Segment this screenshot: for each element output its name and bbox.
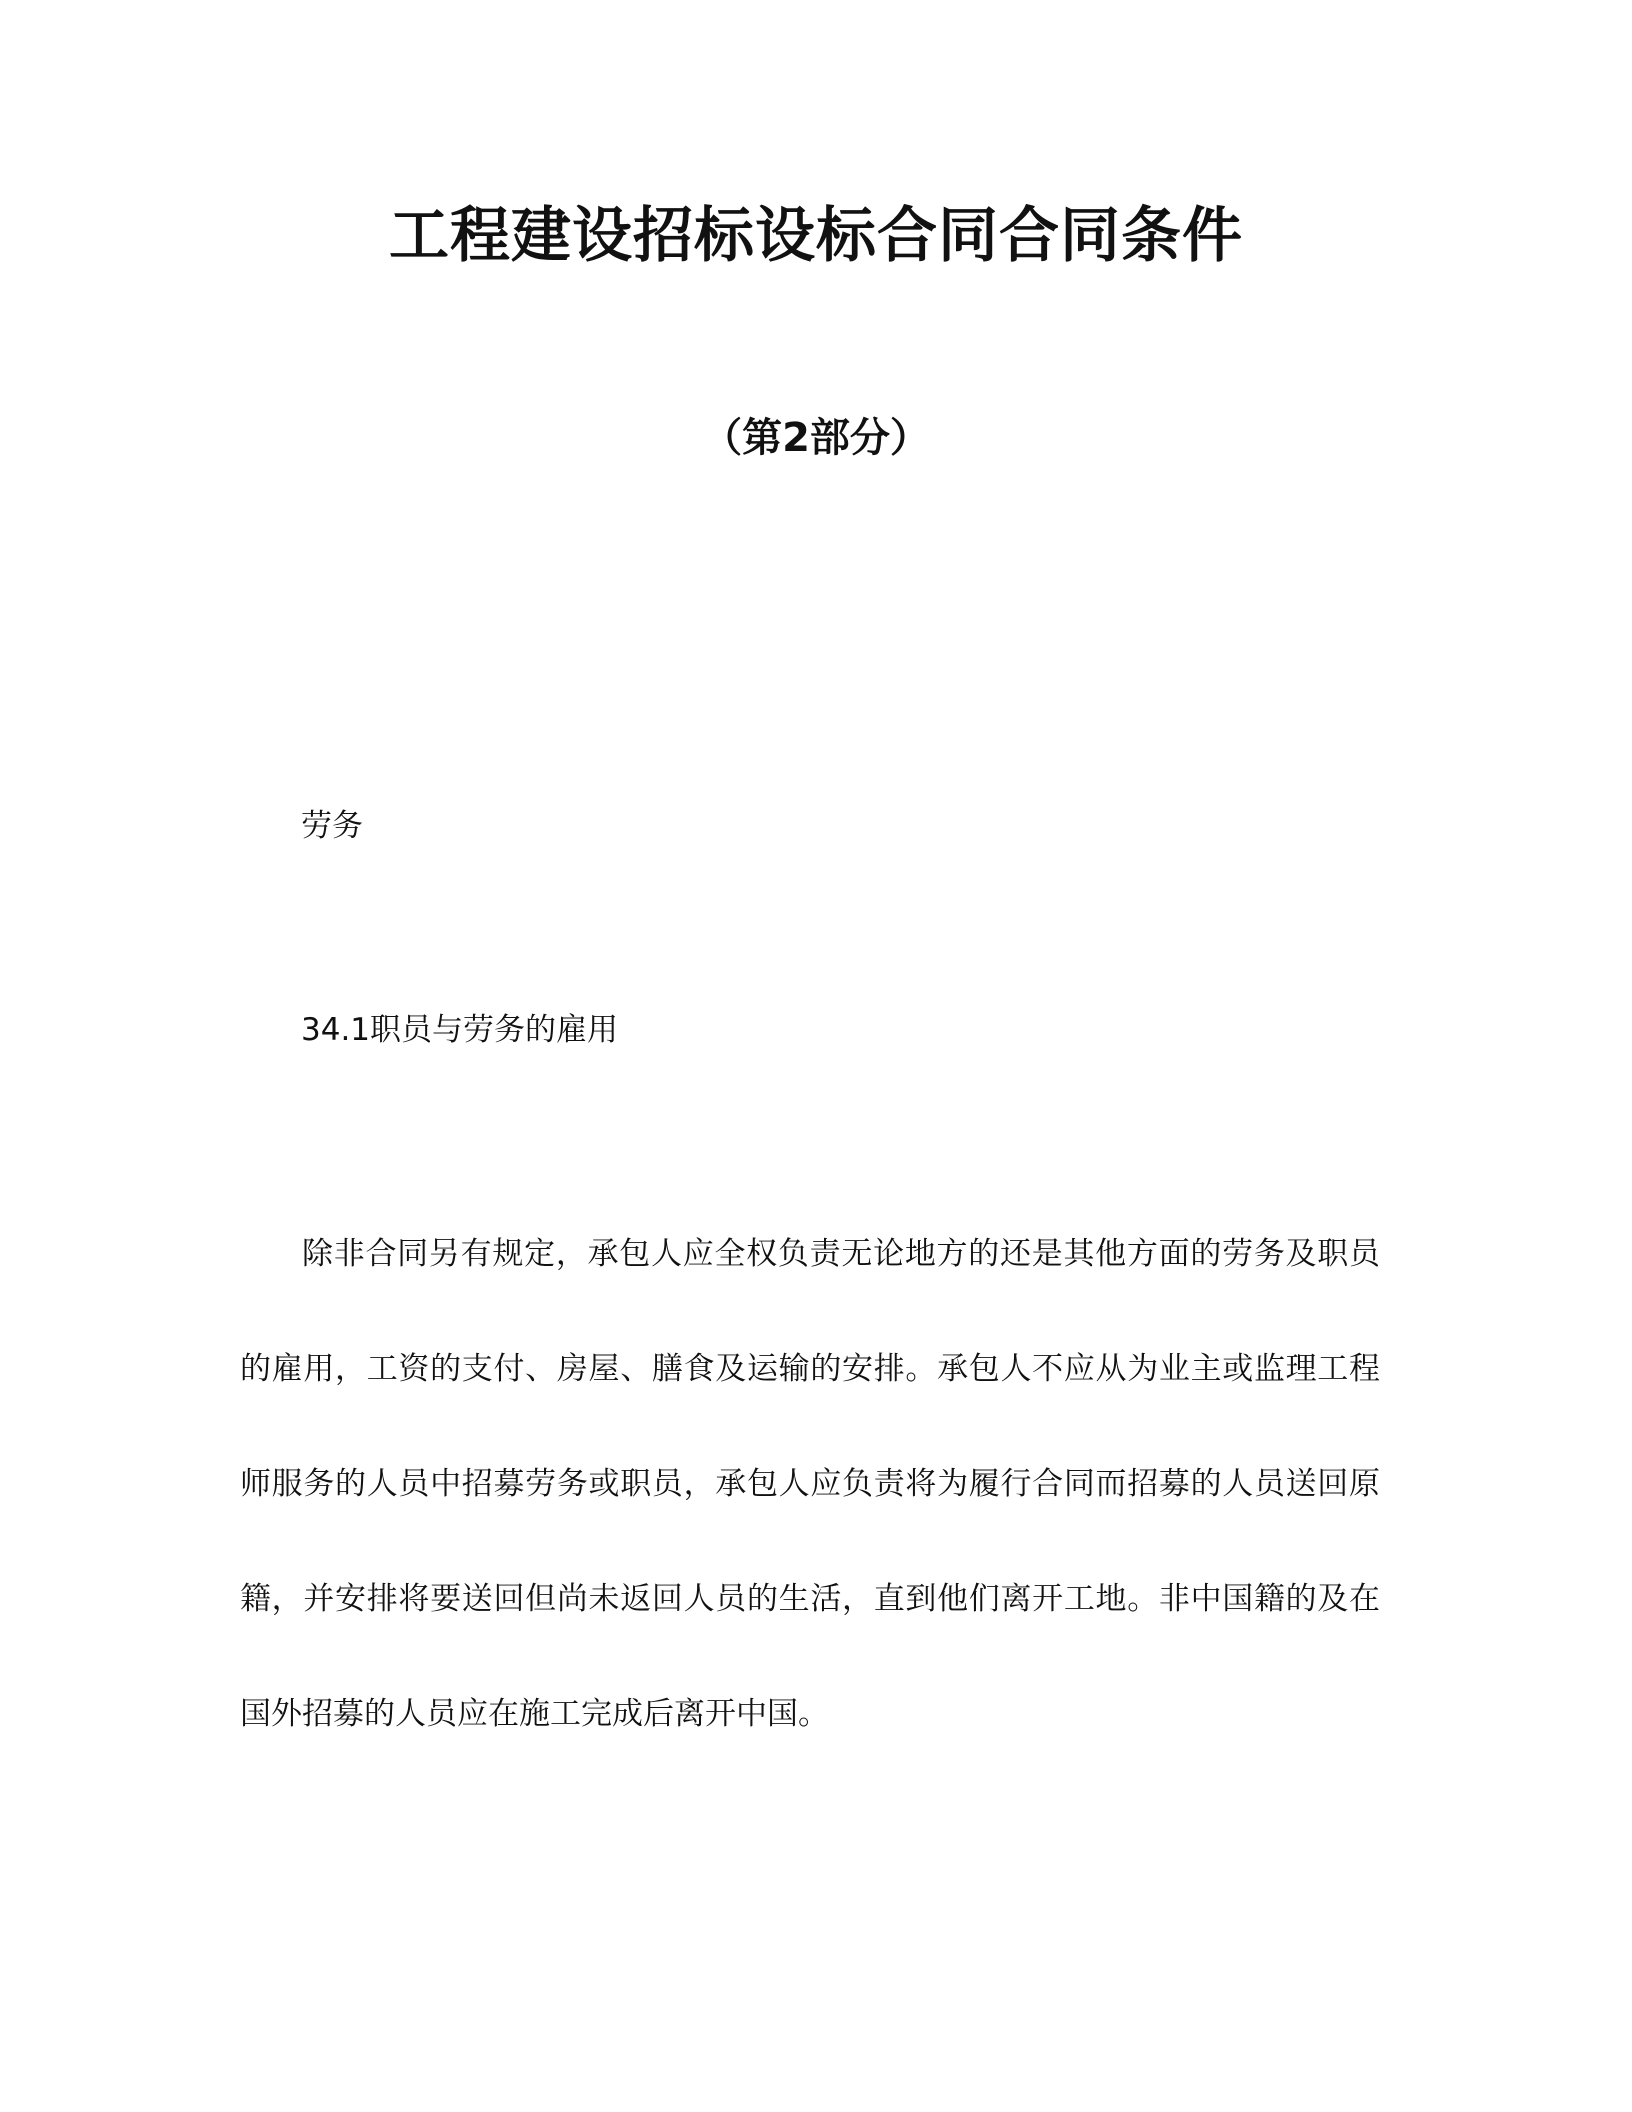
section-heading: 劳务 [301,808,363,844]
body-paragraph: 除非合同另有规定，承包人应全权负责无论地方的还是其他方面的劳务及职员的雇用，工资的支付、房屋、膳食及运输的安排。承包人不应从为业主或监理工程师服务的人员中招募劳务或职员，承包人应负责将为履行合同而招募的人员送回原籍，并安排将要送回但尚未返回人员的生活，直到他们离开工地。非中国籍的及在国外招募的人员应在施工完成后离开中国。 [240,1236,1380,1732]
subsection-heading: 34.1职员与劳务的雇用 [301,1012,619,1048]
document-subtitle: （第2部分） [702,415,930,461]
document-title: 工程建设招标设标合同合同条件 [389,201,1243,271]
